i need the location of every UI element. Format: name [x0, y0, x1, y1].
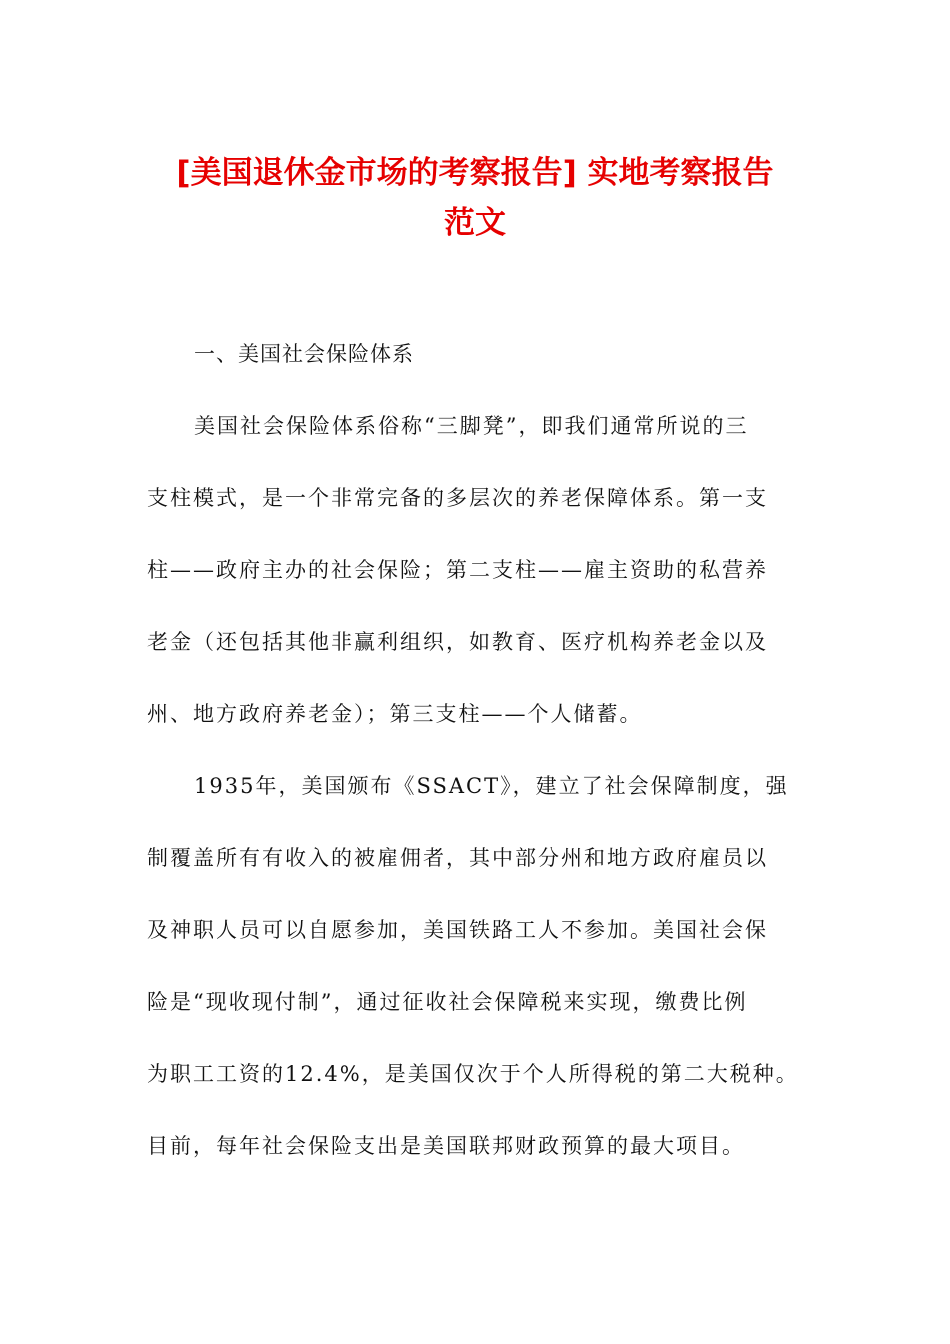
spacer — [147, 378, 817, 402]
paragraph-line: 为职工工资的12.4%，是美国仅次于个人所得税的第二大税种。 — [147, 1062, 799, 1086]
spacer — [147, 666, 817, 690]
section-heading: 一、美国社会保险体系 — [194, 342, 414, 366]
paragraph-line: 1935年，美国颁布《SSACT》，建立了社会保障制度，强 — [194, 774, 789, 798]
spacer — [147, 1026, 817, 1050]
spacer — [147, 1098, 817, 1122]
spacer — [147, 954, 817, 978]
paragraph-line: 险是“现收现付制”，通过征收社会保障税来实现，缴费比例 — [147, 990, 748, 1014]
title-line-2: 范文 — [444, 205, 506, 241]
spacer — [147, 522, 817, 546]
spacer — [147, 594, 817, 618]
spacer — [147, 738, 817, 762]
spacer — [147, 450, 817, 474]
paragraph-line: 支柱模式，是一个非常完备的多层次的养老保障体系。第一支 — [147, 486, 768, 510]
spacer — [147, 810, 817, 834]
paragraph-line: 柱——政府主办的社会保险；第二支柱——雇主资助的私营养 — [147, 558, 768, 582]
document-body — [147, 330, 817, 1170]
spacer — [147, 882, 817, 906]
paragraph-line: 州、地方政府养老金）；第三支柱——个人储蓄。 — [147, 702, 643, 726]
paragraph-line: 目前，每年社会保险支出是美国联邦财政预算的最大项目。 — [147, 1134, 745, 1158]
document-title — [120, 148, 830, 248]
paragraph-line: 老金（还包括其他非赢利组织，如教育、医疗机构养老金以及 — [147, 630, 768, 654]
title-line-1: [美国退休金市场的考察报告] 实地考察报告 — [176, 155, 774, 191]
paragraph-1 — [147, 402, 817, 738]
paragraph-2 — [147, 762, 817, 1170]
paragraph-line: 美国社会保险体系俗称“三脚凳”，即我们通常所说的三 — [194, 414, 749, 438]
paragraph-line: 及神职人员可以自愿参加，美国铁路工人不参加。美国社会保 — [147, 918, 768, 942]
paragraph-line: 制覆盖所有有收入的被雇佣者，其中部分州和地方政府雇员以 — [147, 846, 768, 870]
